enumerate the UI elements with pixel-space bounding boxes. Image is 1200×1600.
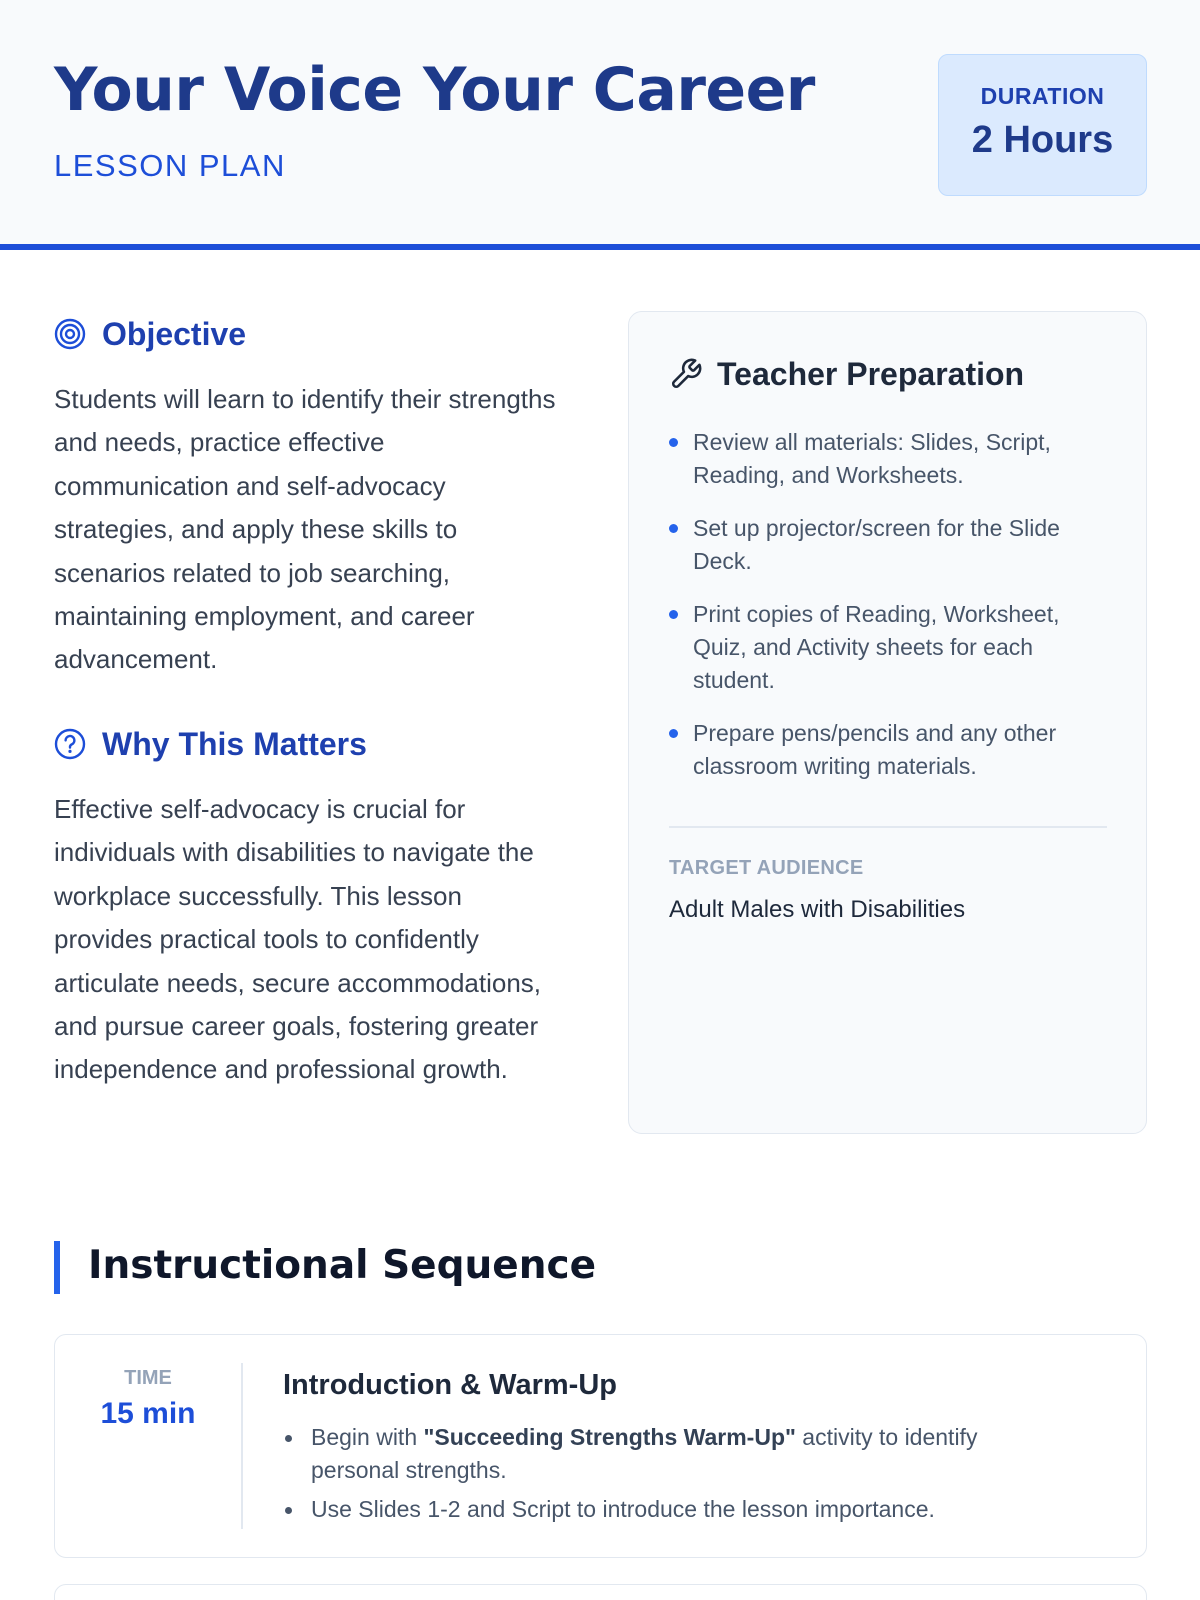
bullet-dot bbox=[285, 1507, 292, 1514]
step-bullet-text: Use Slides 1-2 and Script to introduce the lesson importance. bbox=[311, 1496, 935, 1522]
page-subtitle: LESSON PLAN bbox=[54, 148, 286, 183]
bullet-dot bbox=[285, 1435, 292, 1442]
list-item bbox=[669, 598, 1109, 697]
duration-badge bbox=[938, 54, 1147, 196]
list-item bbox=[669, 426, 1109, 492]
step-bullet-text-post: activity to identify personal strengths. bbox=[311, 1424, 978, 1483]
objective-title: Objective bbox=[102, 316, 247, 352]
step-divider bbox=[241, 1363, 243, 1529]
time-label: TIME bbox=[124, 1367, 172, 1389]
objective-heading bbox=[54, 314, 246, 354]
prep-item-text: Set up projector/screen for the Slide Deck. bbox=[693, 515, 1060, 574]
step-title: Introduction & Warm-Up bbox=[283, 1369, 617, 1401]
why-heading bbox=[54, 724, 367, 764]
list-item bbox=[669, 512, 1109, 578]
step-bullet-text-pre: Begin with bbox=[311, 1424, 424, 1450]
page-header bbox=[0, 0, 1200, 250]
sequence-step-card-partial bbox=[54, 1584, 1147, 1600]
activity-name: "Succeeding Strengths Warm-Up" bbox=[423, 1424, 796, 1450]
objective-text: Students will learn to identify their strengths and needs, practice effective communication and self-advocacy strategies, and apply these skills to scenarios related to job searching, maintaining employment, and career advancement. bbox=[54, 384, 556, 675]
list-item bbox=[669, 717, 1109, 783]
target-icon bbox=[54, 318, 86, 350]
duration-label: DURATION bbox=[980, 83, 1105, 109]
target-audience-label: TARGET AUDIENCE bbox=[669, 857, 864, 879]
bullet-dot bbox=[669, 610, 678, 619]
teacher-preparation-heading bbox=[669, 352, 1024, 396]
teacher-preparation-title: Teacher Preparation bbox=[717, 356, 1025, 392]
target-audience-value: Adult Males with Disabilities bbox=[669, 896, 966, 923]
why-title: Why This Matters bbox=[102, 726, 367, 762]
why-text: Effective self-advocacy is crucial for individuals with disabilities to navigate the workplace successfully. This lesson provides practical tools to confidently articulate needs, secure accommodations, and pursue career goals, fostering greater independence and professional growth. bbox=[54, 794, 542, 1085]
instructional-sequence-title: Instructional Sequence bbox=[88, 1243, 597, 1288]
step-activity-list bbox=[283, 1421, 1063, 1532]
sequence-step-card bbox=[54, 1334, 1147, 1558]
bullet-dot bbox=[669, 438, 678, 447]
list-item bbox=[283, 1493, 1063, 1526]
bullet-dot bbox=[669, 524, 678, 533]
divider bbox=[669, 826, 1107, 828]
prep-item-text: Print copies of Reading, Worksheet, Quiz, and Activity sheets for each student. bbox=[693, 601, 1060, 693]
prep-item-text: Review all materials: Slides, Script, Reading, and Worksheets. bbox=[693, 429, 1051, 488]
preparation-list bbox=[669, 426, 1109, 803]
teacher-preparation-card bbox=[628, 311, 1147, 1134]
duration-value: 2 Hours bbox=[971, 119, 1114, 161]
time-value: 15 min bbox=[100, 1397, 196, 1430]
step-time bbox=[55, 1365, 241, 1435]
section-accent-bar bbox=[54, 1241, 60, 1294]
bullet-dot bbox=[669, 729, 678, 738]
question-circle-icon bbox=[54, 728, 86, 760]
wrench-icon bbox=[669, 357, 703, 391]
list-item bbox=[283, 1421, 1063, 1487]
prep-item-text: Prepare pens/pencils and any other classroom writing materials. bbox=[693, 720, 1057, 779]
page-title: Your Voice Your Career bbox=[54, 55, 815, 125]
